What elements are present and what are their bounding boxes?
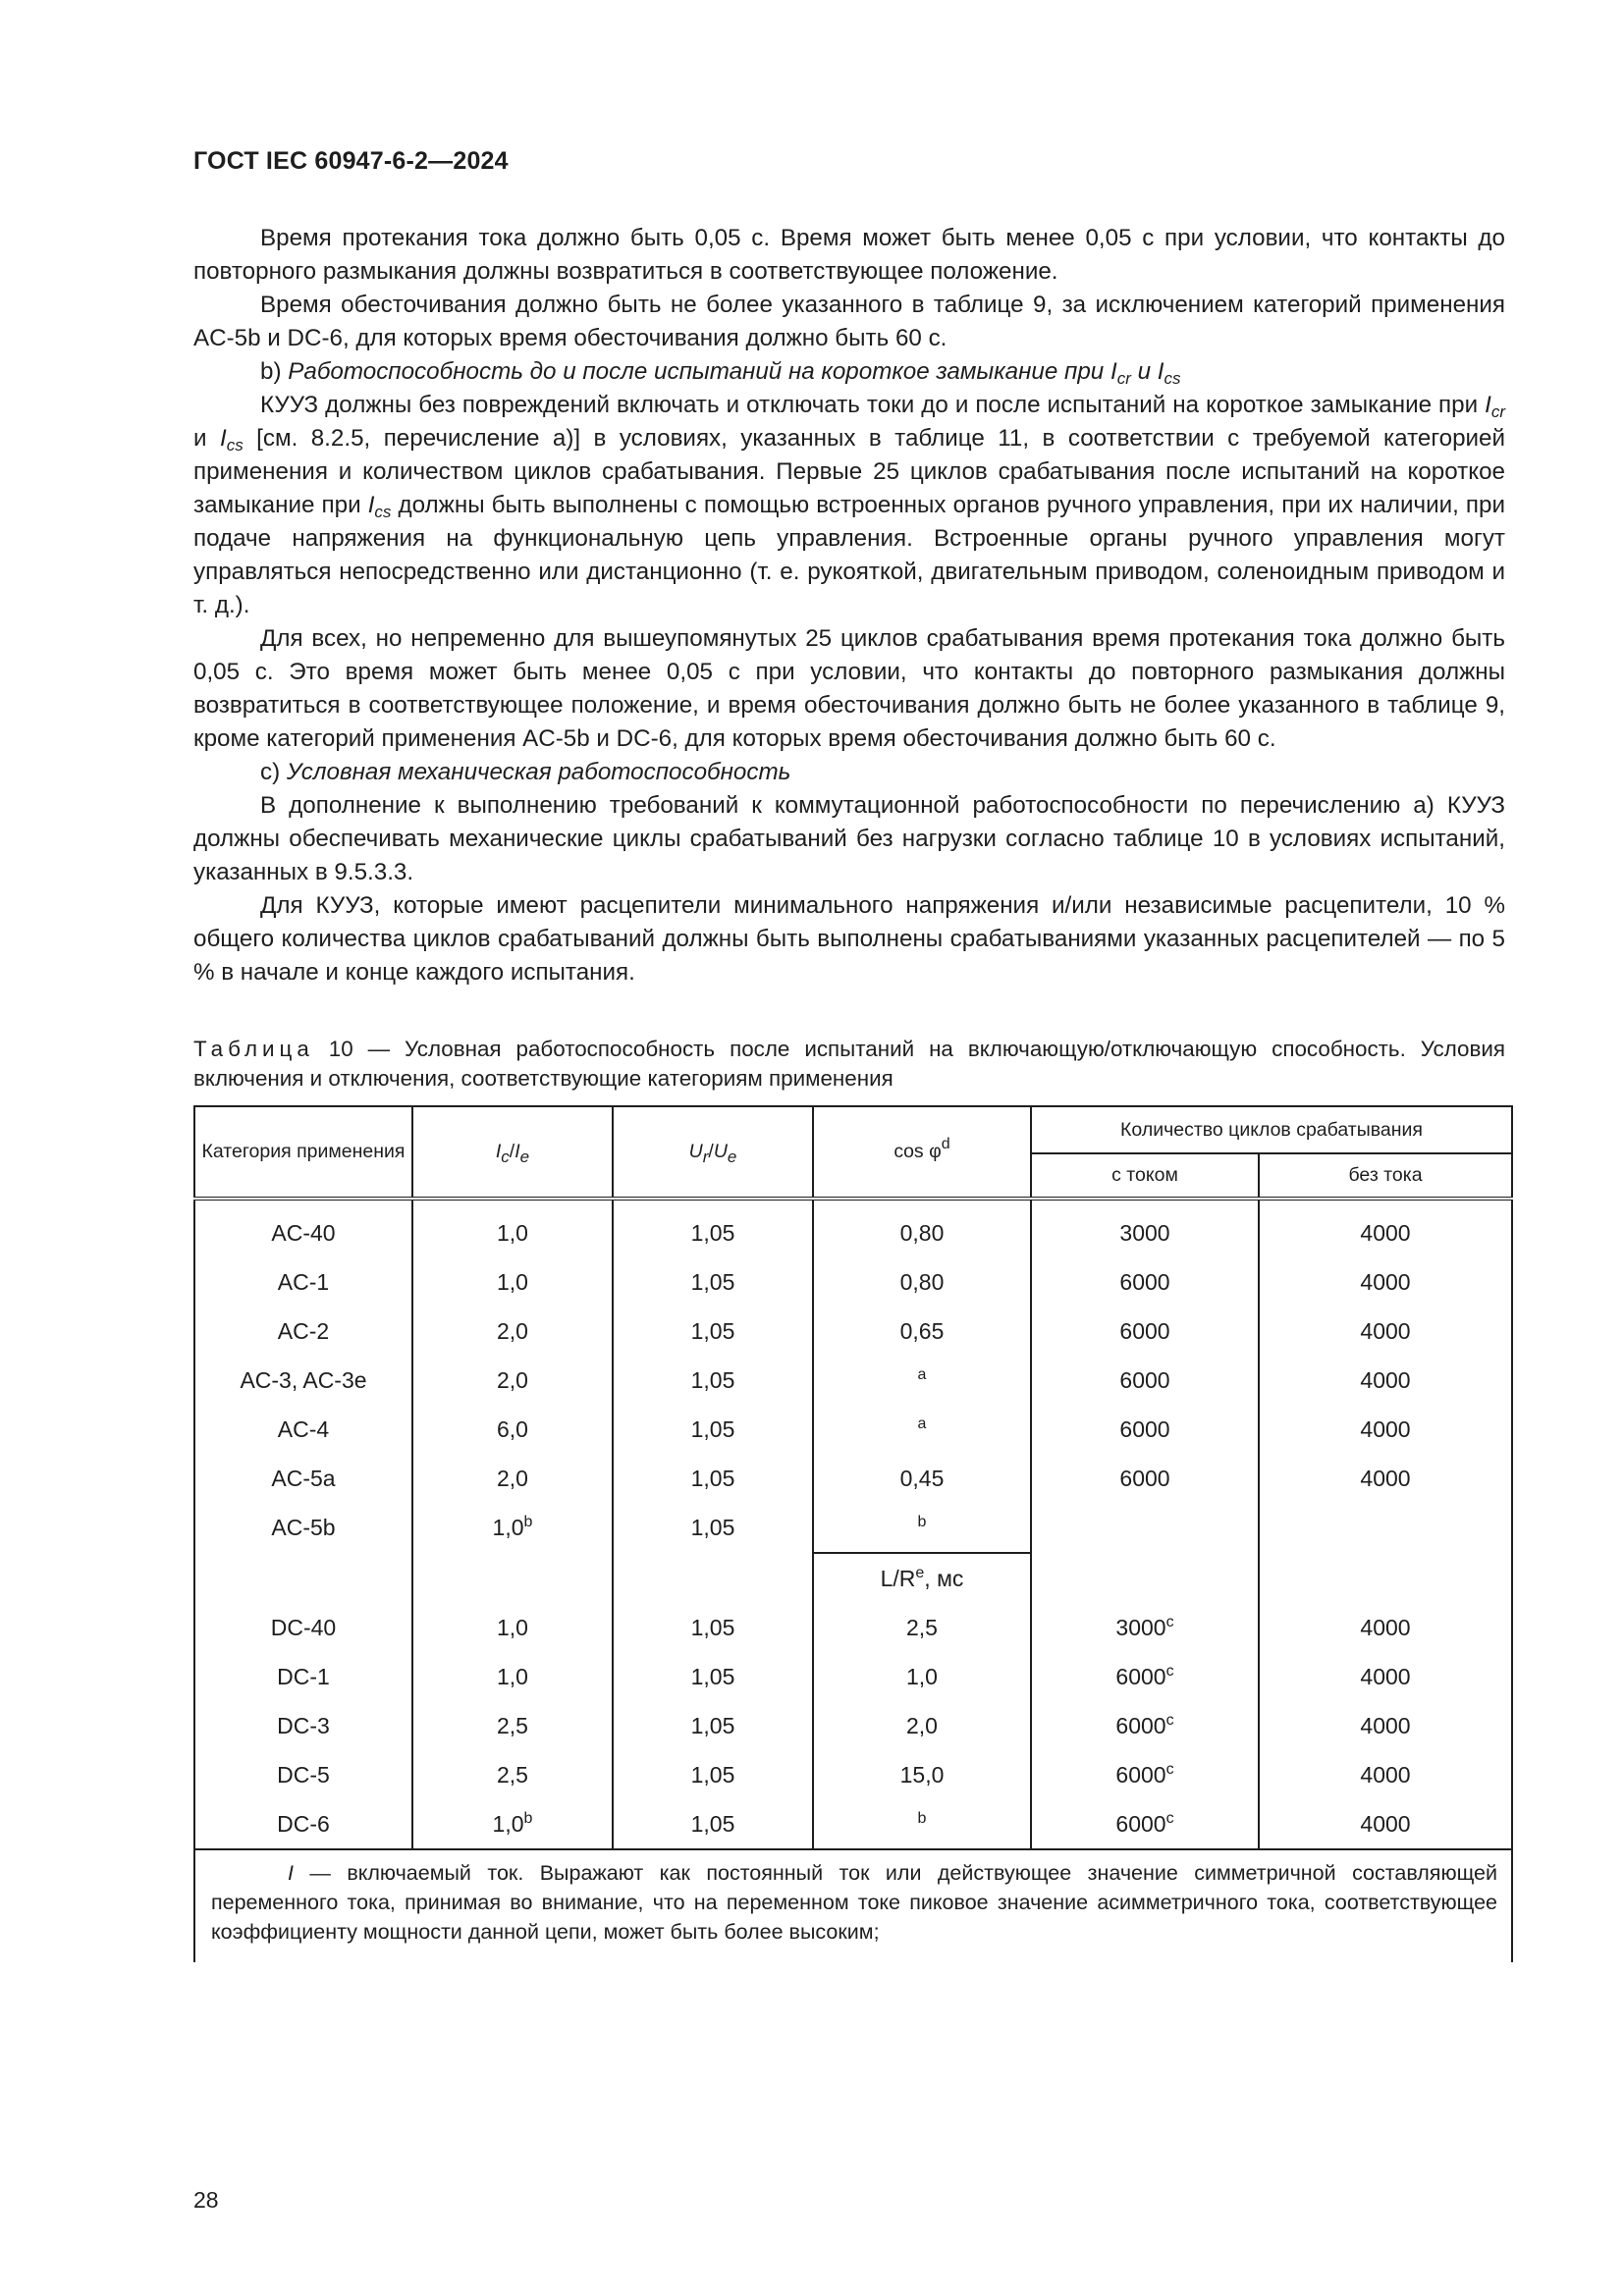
table-caption: Таблица 10 — Условная работоспособность после испытаний на включающую/отключающую способность. Условия включения и отключения, соответствующие категориям применения <box>193 1037 1505 1091</box>
table-row: DC-5 2,5 1,05 15,0 6000$^c$ 4000 <box>194 1750 1512 1799</box>
header-without-current: без тока <box>1259 1153 1512 1199</box>
table-row: AC-5a 2,0 1,05 0,45 6000 4000 <box>194 1454 1512 1503</box>
table-row: AC-40 1,0 1,05 0,80 3000 4000 <box>194 1199 1512 1257</box>
paragraph-25-cycles: Для всех, но непременно для вышеупомянутых 25 циклов срабатывания время протекания тока должно быть 0,05 с. Это время может быть менее 0,05 с при условии, что контакты до повторного размыкания должны возвратиться в соответствующее положение, и время обесточивания должно быть не более указанного в таблице 9, кроме категорий применения AC-5b и DC-6, для которых время обесточивания должно быть 60 с. <box>193 625 1505 752</box>
body-text <box>193 222 1505 989</box>
table-row: AC-5b 1,0$^b$ 1,05 $^b$ <box>194 1503 1512 1553</box>
paragraph-releases: Для КУУЗ, которые имеют расцепители минимального напряжения и/или независимые расцепители, 10 % общего количества циклов срабатываний должны быть выполнены срабатываниями указанных расцепителей — по 5 % в начале и конце каждого испытания. <box>193 892 1505 986</box>
page-number: 28 <box>193 2187 219 2213</box>
header-category: Категория применения <box>194 1106 412 1199</box>
header-ur-ue: Ur/Ue <box>613 1106 813 1199</box>
table-row: AC-1 1,0 1,05 0,80 6000 4000 <box>194 1257 1512 1307</box>
table-note-row <box>194 1849 1512 1962</box>
paragraph-mechanical: В дополнение к выполнению требований к коммутационной работоспособности по перечислению а) КУУЗ должны обеспечивать механические циклы срабатываний без нагрузки согласно таблице 10 в условиях испытаний, указанных в 9.5.3.3. <box>193 792 1505 885</box>
paragraph-current-time: Время протекания тока должно быть 0,05 с. Время может быть менее 0,05 с при условии, что контакты до повторного размыкания должны возвратиться в соответствующее положение. <box>193 225 1505 285</box>
table-row: DC-6 1,0$^b$ 1,05 $^b$ 6000$^c$ 4000 <box>194 1799 1512 1849</box>
document-header: ГОСТ IEC 60947-6-2—2024 <box>193 147 509 175</box>
table-row: AC-4 6,0 1,05 $^a$ 6000 4000 <box>194 1405 1512 1454</box>
table-note: I — включаемый ток. Выражают как постоянный ток или действующее значение симметричной составляющей переменного тока, принимая во внимание, что на переменном токе пиковое значение асимметричного тока, соответствующее коэффициенту мощности данной цепи, может быть более высоким; <box>211 1861 1497 1944</box>
header-ic-ie: Ic/Ie <box>412 1106 613 1199</box>
item-b-heading: b) Работоспособность до и после испытаний на короткое замыкание при $I_{cr}$ и $I_{cs}$ <box>260 358 1181 388</box>
header-lr: L/R$^e$, мс <box>813 1553 1031 1603</box>
lr-subheader-row <box>194 1553 1512 1603</box>
header-cycles: Количество циклов срабатывания <box>1031 1106 1512 1153</box>
table-row: DC-1 1,0 1,05 1,0 6000$^c$ 4000 <box>194 1652 1512 1701</box>
table-row: DC-40 1,0 1,05 2,5 3000$^c$ 4000 <box>194 1603 1512 1652</box>
header-with-current: с током <box>1031 1153 1259 1199</box>
table-10 <box>193 1105 1511 1962</box>
paragraph-deenergizing-time: Время обесточивания должно быть не более указанного в таблице 9, за исключением категорий применения AC-5b и DC-6, для которых время обесточивания должно быть 60 с. <box>193 292 1505 351</box>
paragraph-short-circuit: КУУЗ должны без повреждений включать и отключать токи до и после испытаний на короткое замыкание при $I_{cr}$ и $I_{cs}$ [см. 8.2.5, перечисление а)] в условиях, указанных в таблице 11, в соответствии с требуемой категорией применения и количеством циклов срабатывания. Первые 25 циклов срабатывания после испытаний на короткое замыкание при $I_{cs}$ должны быть выполнены с помощью встроенных органов ручного управления, при их наличии, при подаче напряжения на функциональную цепь управления. Встроенные органы ручного управления могут управляться непосредственно или дистанционно (т. е. рукояткой, двигательным приводом, соленоидным приводом и т. д.). <box>193 392 1505 618</box>
header-cos-phi: $\cos \varphi^d$ <box>813 1106 1031 1199</box>
table-row: AC-3, AC-3e 2,0 1,05 $^a$ 6000 4000 <box>194 1356 1512 1405</box>
table-row: AC-2 2,0 1,05 0,65 6000 4000 <box>194 1307 1512 1356</box>
item-c-heading: c) Условная механическая работоспособность <box>260 759 791 785</box>
table-row: DC-3 2,5 1,05 2,0 6000$^c$ 4000 <box>194 1701 1512 1750</box>
